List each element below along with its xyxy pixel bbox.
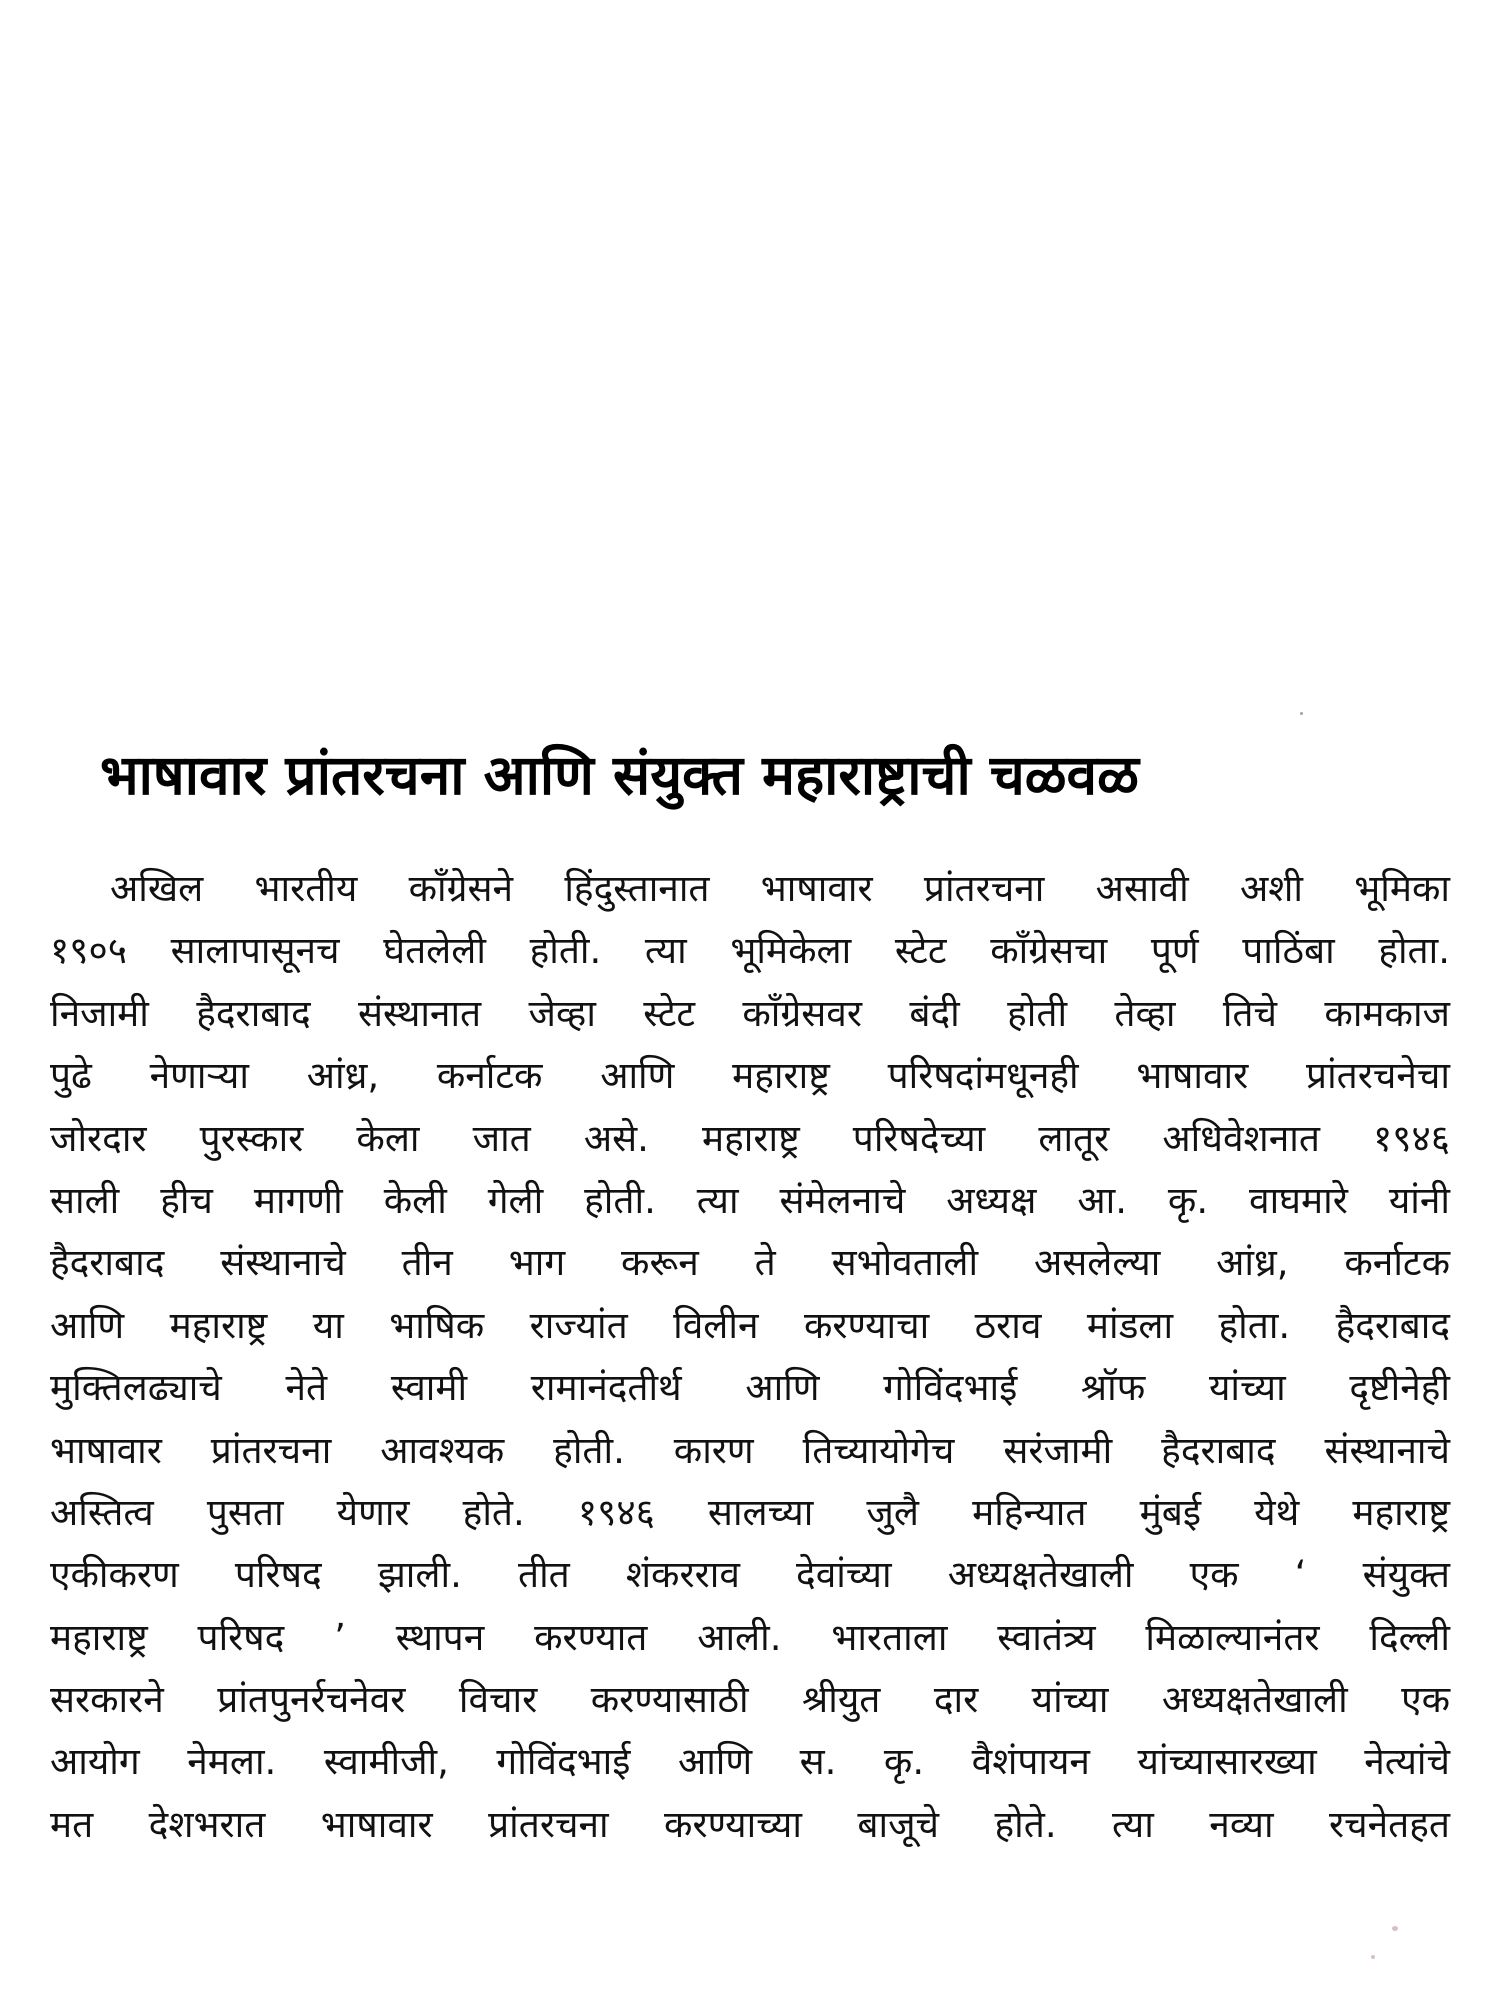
scan-speck	[1392, 1926, 1398, 1931]
document-title: भाषावार प्रांतरचना आणि संयुक्त महाराष्ट्राची चळवळ	[100, 743, 1139, 807]
body-line: साली हीच मागणी केली गेली होती. त्या संमेलनाचे अध्यक्ष आ. कृ. वाघमारे यांनी	[50, 1178, 1450, 1222]
scan-speck	[1300, 712, 1303, 715]
body-line: मत देशभरात भाषावार प्रांतरचना करण्याच्या बाजूचे होते. त्या नव्या रचनेतहत	[50, 1802, 1450, 1846]
body-line: पुढे नेणाऱ्या आंध्र, कर्नाटक आणि महाराष्ट्र परिषदांमधूनही भाषावार प्रांतरचनेचा	[50, 1054, 1450, 1098]
body-line: अस्तित्व पुसता येणार होते. १९४६ सालच्या जुलै महिन्यात मुंबई येथे महाराष्ट्र	[50, 1490, 1450, 1534]
body-line: भाषावार प्रांतरचना आवश्यक होती. कारण तिच्यायोगेच सरंजामी हैदराबाद संस्थानाचे	[50, 1428, 1450, 1472]
body-line: एकीकरण परिषद झाली. तीत शंकरराव देवांच्या अध्यक्षतेखाली एक ‘ संयुक्त	[50, 1553, 1450, 1597]
body-line: महाराष्ट्र परिषद ’ स्थापन करण्यात आली. भारताला स्वातंत्र्य मिळाल्यानंतर दिल्ली	[50, 1615, 1450, 1659]
document-body	[50, 858, 1450, 1856]
body-line: निजामी हैदराबाद संस्थानात जेव्हा स्टेट काँग्रेसवर बंदी होती तेव्हा तिचे कामकाज	[50, 991, 1450, 1035]
scan-speck	[1371, 1955, 1375, 1959]
body-line: आणि महाराष्ट्र या भाषिक राज्यांत विलीन करण्याचा ठराव मांडला होता. हैदराबाद	[50, 1303, 1450, 1347]
body-line: १९०५ सालापासूनच घेतलेली होती. त्या भूमिकेला स्टेट काँग्रेसचा पूर्ण पाठिंबा होता.	[50, 929, 1450, 973]
body-line: हैदराबाद संस्थानाचे तीन भाग करून ते सभोवताली असलेल्या आंध्र, कर्नाटक	[50, 1241, 1450, 1285]
body-line: अखिल भारतीय काँग्रेसने हिंदुस्तानात भाषावार प्रांतरचना असावी अशी भूमिका	[110, 867, 1450, 910]
body-line: जोरदार पुरस्कार केला जात असे. महाराष्ट्र परिषदेच्या लातूर अधिवेशनात १९४६	[50, 1116, 1450, 1160]
body-line: मुक्तिलढ्याचे नेते स्वामी रामानंदतीर्थ आणि गोविंदभाई श्रॉफ यांच्या दृष्टीनेही	[50, 1366, 1450, 1410]
body-line: आयोग नेमला. स्वामीजी, गोविंदभाई आणि स. कृ. वैशंपायन यांच्यासारख्या नेत्यांचे	[50, 1740, 1450, 1784]
body-line: सरकारने प्रांतपुनर्रचनेवर विचार करण्यासाठी श्रीयुत दार यांच्या अध्यक्षतेखाली एक	[50, 1678, 1450, 1722]
